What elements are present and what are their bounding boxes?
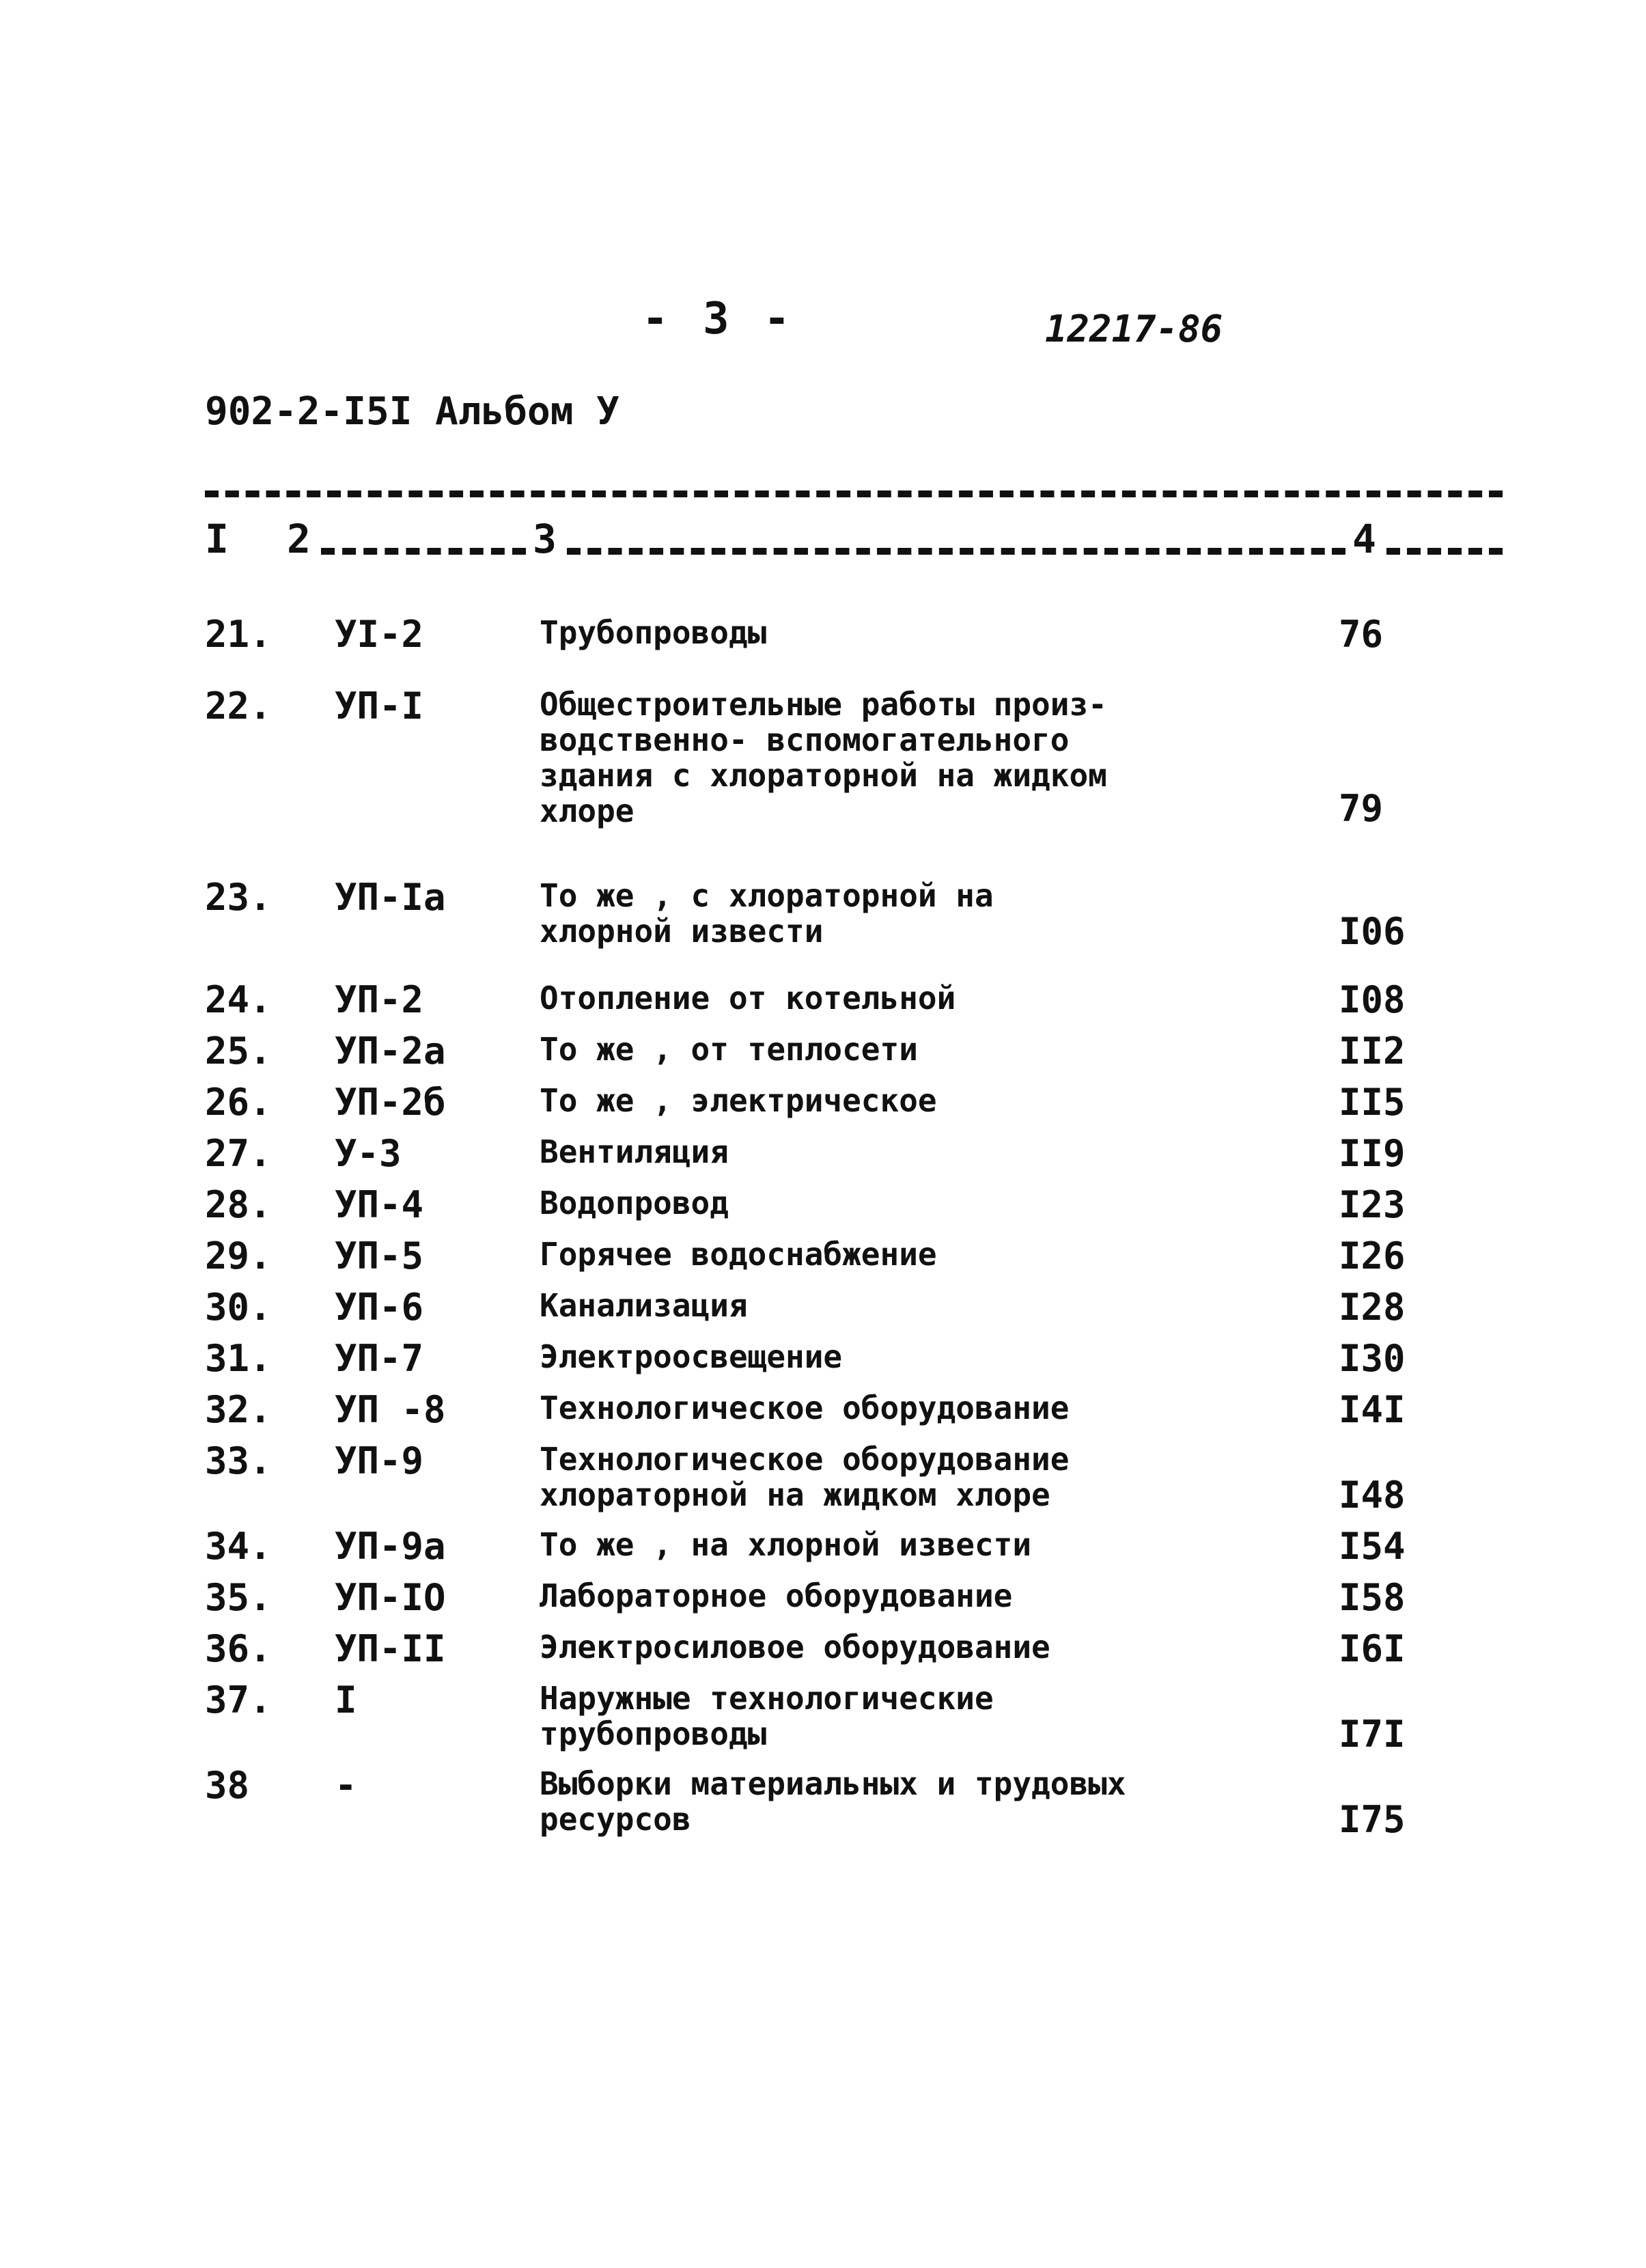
row-page: I7I [1339, 1713, 1406, 1756]
row-title: Общестроительные работы произ- водственно- вспомогательного здания с хлораторной на жидком хлоре [540, 686, 1107, 829]
row-page: I26 [1339, 1234, 1406, 1277]
row-page: I08 [1339, 978, 1406, 1021]
row-code: УП-2а [335, 1029, 446, 1073]
row-number: 21. [205, 613, 272, 656]
row-title: Лабораторное оборудование [540, 1577, 1013, 1614]
column-header-2: 2 [287, 516, 311, 562]
row-page: I06 [1339, 910, 1406, 953]
row-number: 31. [205, 1337, 272, 1380]
row-number: 22. [205, 684, 272, 728]
row-page: I23 [1339, 1183, 1406, 1226]
row-title: Водопровод [540, 1185, 729, 1221]
row-code: УП-2б [335, 1081, 446, 1124]
row-code: УП-7 [335, 1337, 424, 1380]
row-page: 76 [1339, 613, 1384, 656]
row-title: Выборки материальных и трудовых ресурсов [540, 1765, 1126, 1838]
row-code: УП-6 [335, 1286, 424, 1329]
row-page: II2 [1339, 1029, 1406, 1073]
row-page: I58 [1339, 1576, 1406, 1619]
row-number: 28. [205, 1183, 272, 1226]
row-number: 29. [205, 1234, 272, 1277]
column-header-4: 4 [1352, 516, 1376, 562]
row-code: У-3 [335, 1132, 402, 1175]
row-code: УI-2 [335, 613, 424, 656]
row-page: I48 [1339, 1474, 1406, 1517]
row-number: 23. [205, 876, 272, 919]
row-title: Технологическое оборудование [540, 1389, 1070, 1426]
row-code: УП-2 [335, 978, 424, 1021]
row-title: Наружные технологические трубопроводы [540, 1680, 994, 1752]
row-title: Трубопроводы [540, 614, 767, 651]
row-title: Отопление от котельной [540, 980, 956, 1017]
row-page: II9 [1339, 1132, 1406, 1175]
row-number: 32. [205, 1388, 272, 1431]
row-code: УП-9а [335, 1525, 446, 1568]
row-title: Горячее водоснабжение [540, 1236, 937, 1273]
row-number: 36. [205, 1627, 272, 1670]
row-code: УП-II [335, 1627, 446, 1670]
row-number: 34. [205, 1525, 272, 1568]
row-page: I75 [1339, 1798, 1406, 1841]
row-code: УП-Iа [335, 876, 446, 919]
row-code: УП-4 [335, 1183, 424, 1226]
row-number: 33. [205, 1439, 272, 1482]
row-number: 25. [205, 1029, 272, 1073]
row-number: 38 [205, 1764, 250, 1807]
row-title: Электросиловое оборудование [540, 1629, 1050, 1665]
row-code: УП-IO [335, 1576, 446, 1619]
row-code: I [335, 1678, 357, 1721]
row-code: - [335, 1764, 357, 1807]
row-code: УП-5 [335, 1234, 424, 1277]
row-title: Электроосвещение [540, 1338, 843, 1375]
row-title: Канализация [540, 1287, 748, 1324]
row-page: II5 [1339, 1081, 1406, 1124]
row-page: 79 [1339, 787, 1384, 830]
row-page: I28 [1339, 1286, 1406, 1329]
row-page: I54 [1339, 1525, 1406, 1568]
row-page: I4I [1339, 1388, 1406, 1431]
column-header-1: I [205, 516, 229, 562]
row-title: Вентиляция [540, 1133, 729, 1170]
row-code: УП -8 [335, 1388, 446, 1431]
row-number: 35. [205, 1576, 272, 1619]
row-number: 37. [205, 1678, 272, 1721]
row-page: I30 [1339, 1337, 1406, 1380]
album-header: 902-2-I5I Альбом У [205, 389, 619, 434]
row-code: УП-9 [335, 1439, 424, 1482]
row-code: УП-I [335, 684, 424, 728]
column-header-3: 3 [533, 516, 557, 562]
row-title: То же , от теплосети [540, 1031, 918, 1068]
document-code: 12217-86 [1045, 307, 1223, 350]
row-title: Технологическое оборудование хлораторной на жидком хлоре [540, 1441, 1070, 1513]
row-number: 27. [205, 1132, 272, 1175]
row-number: 30. [205, 1286, 272, 1329]
page-number: - 3 - [642, 294, 794, 344]
row-number: 24. [205, 978, 272, 1021]
row-title: То же , электрическое [540, 1082, 937, 1119]
row-page: I6I [1339, 1627, 1406, 1670]
row-title: То же , на хлорной извести [540, 1526, 1032, 1563]
row-title: То же , с хлораторной на хлорной извести [540, 877, 994, 950]
row-number: 26. [205, 1081, 272, 1124]
